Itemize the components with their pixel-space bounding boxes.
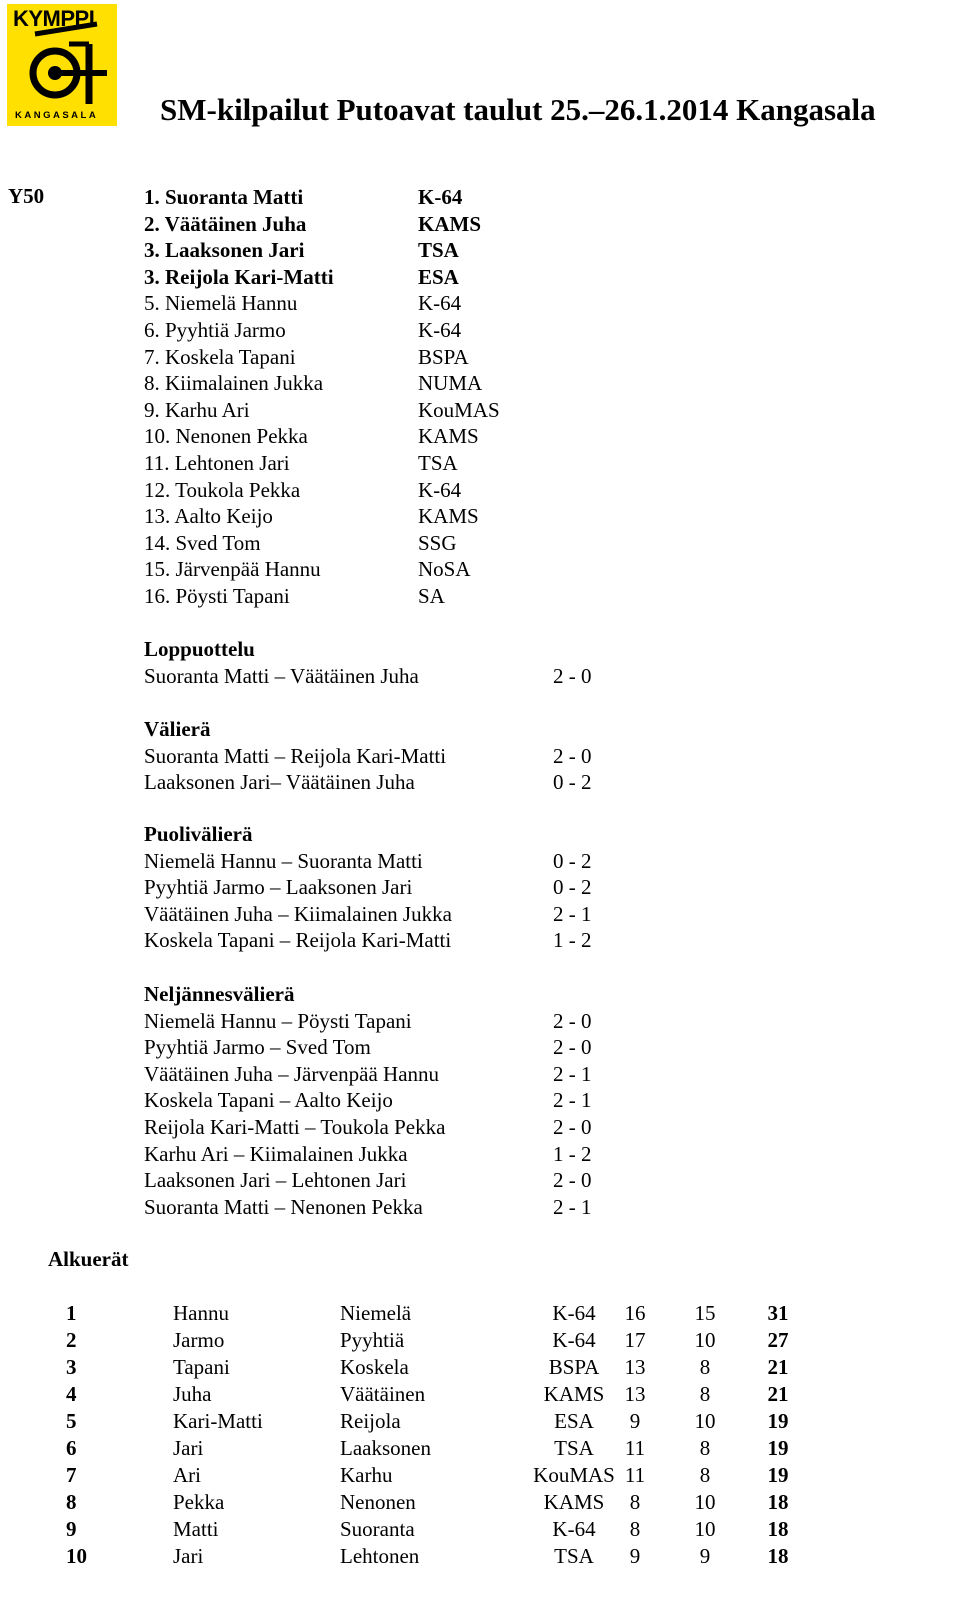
ranking-club: K-64 [418, 291, 462, 316]
ranking-position: 6. [144, 318, 160, 342]
qual-first-name: Jari [173, 1436, 204, 1460]
match-score: 2 - 0 [553, 1115, 592, 1139]
logo-top-text: KYMPPI [13, 6, 95, 31]
ranking-name [144, 556, 321, 583]
ranking-club: BSPA [418, 344, 469, 369]
match-score: 2 - 1 [553, 1088, 592, 1113]
ranking-club: KAMS [418, 424, 479, 449]
match-score: 2 - 1 [553, 1194, 592, 1219]
match-pair: Väätäinen Juha – Kiimalainen Jukka [144, 901, 452, 926]
match-score: 1 - 2 [553, 928, 592, 953]
qual-total: 31 [767, 1301, 789, 1325]
qual-rank: 3 [66, 1355, 77, 1379]
ranking-club: NoSA [418, 557, 471, 582]
ranking-name [144, 583, 290, 610]
club-logo [7, 4, 117, 126]
qual-last-name: Reijola [340, 1409, 401, 1433]
ranking-position: 8. [144, 371, 160, 396]
match-pair: Koskela Tapani – Aalto Keijo [144, 1088, 393, 1113]
ranking-position: 14. [144, 530, 171, 555]
qual-last-name: Väätäinen [340, 1382, 426, 1406]
ranking-name [144, 397, 250, 424]
ranking-position: 16. [144, 584, 171, 608]
ranking-player: Koskela Tapani [165, 344, 296, 369]
match-score: 2 - 1 [553, 1061, 592, 1086]
match-pair: Pyyhtiä Jarmo – Laaksonen Jari [144, 875, 413, 900]
ranking-position: 3. [144, 264, 160, 289]
qual-first-name: Kari-Matti [173, 1409, 263, 1433]
ranking-player: Järvenpää Hannu [175, 557, 321, 582]
match-pair: Niemelä Hannu – Suoranta Matti [144, 848, 423, 873]
match-pair: Niemelä Hannu – Pöysti Tapani [144, 1008, 412, 1033]
qual-club: TSA [554, 1436, 594, 1460]
qual-rank: 8 [66, 1490, 77, 1514]
qual-club: KAMS [543, 1490, 605, 1514]
qual-series-1: 16 [624, 1301, 646, 1325]
ranking-player: Sved Tom [175, 530, 261, 555]
qual-last-name: Pyyhtiä [340, 1328, 405, 1352]
ranking-club: SSG [418, 530, 457, 555]
ranking-position: 15. [144, 557, 171, 582]
ranking-position: 7. [144, 344, 160, 369]
match-pair: Reijola Kari-Matti – Toukola Pekka [144, 1115, 446, 1139]
qual-rank: 5 [66, 1409, 77, 1433]
ranking-club: K-64 [418, 477, 462, 502]
ranking-player: Pyyhtiä Jarmo [165, 318, 286, 342]
match-score: 2 - 0 [553, 663, 592, 688]
qual-first-name: Pekka [173, 1490, 225, 1514]
qual-rank: 10 [66, 1544, 87, 1568]
qual-total: 19 [767, 1409, 789, 1433]
ranking-player: Laaksonen Jari [165, 238, 305, 263]
match-score: 0 - 2 [553, 770, 592, 795]
ranking-name [144, 317, 286, 344]
qual-series-2: 8 [699, 1382, 711, 1406]
ranking-position: 2. [144, 211, 160, 236]
qual-first-name: Juha [173, 1382, 212, 1406]
ranking-club: K-64 [418, 318, 462, 342]
ranking-name [144, 264, 334, 291]
qual-series-2: 10 [694, 1328, 716, 1352]
match-pair: Väätäinen Juha – Järvenpää Hannu [144, 1061, 440, 1086]
qual-series-1: 13 [624, 1355, 646, 1379]
qual-club: K-64 [552, 1301, 596, 1325]
ranking-player: Karhu Ari [165, 397, 250, 422]
qualification-title: Alkuerät [48, 1247, 129, 1271]
qual-series-2: 9 [699, 1544, 711, 1568]
ranking-player: Nenonen Pekka [175, 424, 308, 449]
qual-rank: 9 [66, 1517, 77, 1541]
page-title: SM-kilpailut Putoavat taulut 25.–26.1.2014 Kangasala [160, 92, 876, 127]
ranking-player: Niemelä Hannu [165, 291, 298, 316]
qual-series-1: 8 [629, 1490, 641, 1514]
qual-series-1: 13 [624, 1382, 646, 1406]
ranking-name [144, 530, 261, 557]
qual-total: 18 [767, 1544, 789, 1568]
ranking-position: 3. [144, 238, 160, 263]
qual-last-name: Laaksonen [340, 1436, 431, 1460]
ranking-player: Reijola Kari-Matti [165, 264, 334, 289]
qual-total: 21 [767, 1355, 789, 1379]
qual-total: 21 [767, 1382, 789, 1406]
qual-first-name: Ari [173, 1463, 201, 1487]
match-pair: Suoranta Matti – Väätäinen Juha [144, 663, 419, 688]
ranking-player: Kiimalainen Jukka [165, 371, 324, 396]
round-title: Välierä [144, 717, 211, 741]
qual-rank: 6 [66, 1436, 77, 1460]
ranking-club: K-64 [418, 185, 463, 209]
ranking-position: 9. [144, 397, 160, 422]
match-score: 0 - 2 [553, 848, 592, 873]
ranking-name [144, 237, 304, 264]
match-score: 2 - 0 [553, 1035, 592, 1060]
qual-last-name: Lehtonen [340, 1544, 420, 1568]
round-title: Loppuottelu [144, 637, 255, 661]
ranking-club: KAMS [418, 504, 479, 529]
qual-first-name: Tapani [173, 1355, 230, 1379]
match-score: 2 - 0 [553, 1168, 592, 1193]
match-pair: Suoranta Matti – Reijola Kari-Matti [144, 743, 447, 768]
ranking-club: KouMAS [418, 397, 500, 422]
ranking-player: Suoranta Matti [165, 185, 304, 209]
match-pair: Laaksonen Jari– Väätäinen Juha [144, 770, 415, 795]
category-label: Y50 [8, 184, 45, 208]
match-score: 1 - 2 [553, 1141, 592, 1166]
ranking-name [144, 503, 273, 530]
ranking-position: 10. [144, 424, 171, 449]
match-pair: Pyyhtiä Jarmo – Sved Tom [144, 1035, 371, 1060]
qual-series-2: 8 [699, 1355, 711, 1379]
qual-series-1: 11 [624, 1463, 646, 1487]
match-pair: Koskela Tapani – Reijola Kari-Matti [144, 928, 452, 953]
match-score: 0 - 2 [553, 875, 592, 900]
qual-club: K-64 [552, 1328, 596, 1352]
qual-series-2: 8 [699, 1463, 711, 1487]
match-pair: Laaksonen Jari – Lehtonen Jari [144, 1168, 407, 1193]
ranking-position: 12. [144, 477, 171, 502]
qual-rank: 7 [66, 1463, 77, 1487]
ranking-name [144, 290, 297, 317]
ranking-name [144, 344, 296, 371]
qual-club: KouMAS [533, 1463, 615, 1487]
qual-rank: 4 [66, 1382, 77, 1406]
qual-last-name: Niemelä [340, 1301, 412, 1325]
qual-total: 18 [767, 1490, 789, 1514]
ranking-club: KAMS [418, 211, 481, 236]
match-score: 2 - 0 [553, 743, 592, 768]
qual-series-1: 11 [624, 1436, 646, 1460]
qual-club: ESA [554, 1409, 594, 1433]
ranking-club: TSA [418, 451, 458, 475]
qual-total: 27 [767, 1328, 789, 1352]
ranking-position: 13. [144, 504, 171, 529]
match-pair: Suoranta Matti – Nenonen Pekka [144, 1194, 423, 1219]
qual-rank: 1 [66, 1301, 77, 1325]
ranking-player: Lehtonen Jari [174, 451, 290, 475]
qual-total: 19 [767, 1463, 789, 1487]
round-title: Neljännesvälierä [144, 982, 295, 1006]
ranking-name [144, 477, 300, 504]
ranking-club: SA [418, 584, 445, 608]
qual-first-name: Jarmo [173, 1328, 225, 1352]
ranking-position: 5. [144, 291, 160, 316]
qual-series-2: 10 [694, 1490, 716, 1514]
match-pair: Karhu Ari – Kiimalainen Jukka [144, 1141, 408, 1166]
qual-series-2: 10 [694, 1517, 716, 1541]
qual-series-1: 17 [624, 1328, 646, 1352]
ranking-name [144, 370, 323, 397]
qual-series-2: 15 [694, 1301, 716, 1325]
ranking-club: ESA [418, 264, 459, 289]
qual-first-name: Matti [173, 1517, 219, 1541]
qual-series-1: 9 [629, 1409, 641, 1433]
ranking-club: NUMA [418, 371, 483, 396]
match-score: 2 - 1 [553, 901, 592, 926]
qual-last-name: Suoranta [340, 1517, 415, 1541]
qual-club: BSPA [548, 1355, 600, 1379]
qual-last-name: Karhu [340, 1463, 393, 1487]
qual-series-2: 8 [699, 1436, 711, 1460]
qual-club: KAMS [543, 1382, 605, 1406]
ranking-player: Pöysti Tapani [175, 584, 290, 608]
match-score: 2 - 0 [553, 1008, 592, 1033]
ranking-name [144, 211, 306, 238]
qual-last-name: Koskela [340, 1355, 409, 1379]
qual-first-name: Hannu [173, 1301, 229, 1325]
ranking-player: Aalto Keijo [174, 504, 273, 529]
logo-bottom-text: KANGASALA [15, 110, 99, 121]
qual-total: 18 [767, 1517, 789, 1541]
ranking-name [144, 184, 303, 211]
ranking-player: Väätäinen Juha [164, 211, 307, 236]
qual-series-2: 10 [694, 1409, 716, 1433]
qual-total: 19 [767, 1436, 789, 1460]
ranking-position: 11. [144, 451, 170, 475]
ranking-player: Toukola Pekka [175, 477, 301, 502]
qual-series-1: 9 [629, 1544, 641, 1568]
qual-club: K-64 [552, 1517, 596, 1541]
ranking-name [144, 423, 308, 450]
qual-last-name: Nenonen [340, 1490, 416, 1514]
qual-first-name: Jari [173, 1544, 204, 1568]
ranking-position: 1. [144, 185, 160, 209]
round-title: Puolivälierä [144, 822, 253, 846]
qual-club: TSA [554, 1544, 594, 1568]
ranking-name [144, 450, 290, 477]
ranking-club: TSA [418, 238, 459, 263]
qual-rank: 2 [66, 1328, 77, 1352]
qual-series-1: 8 [629, 1517, 641, 1541]
